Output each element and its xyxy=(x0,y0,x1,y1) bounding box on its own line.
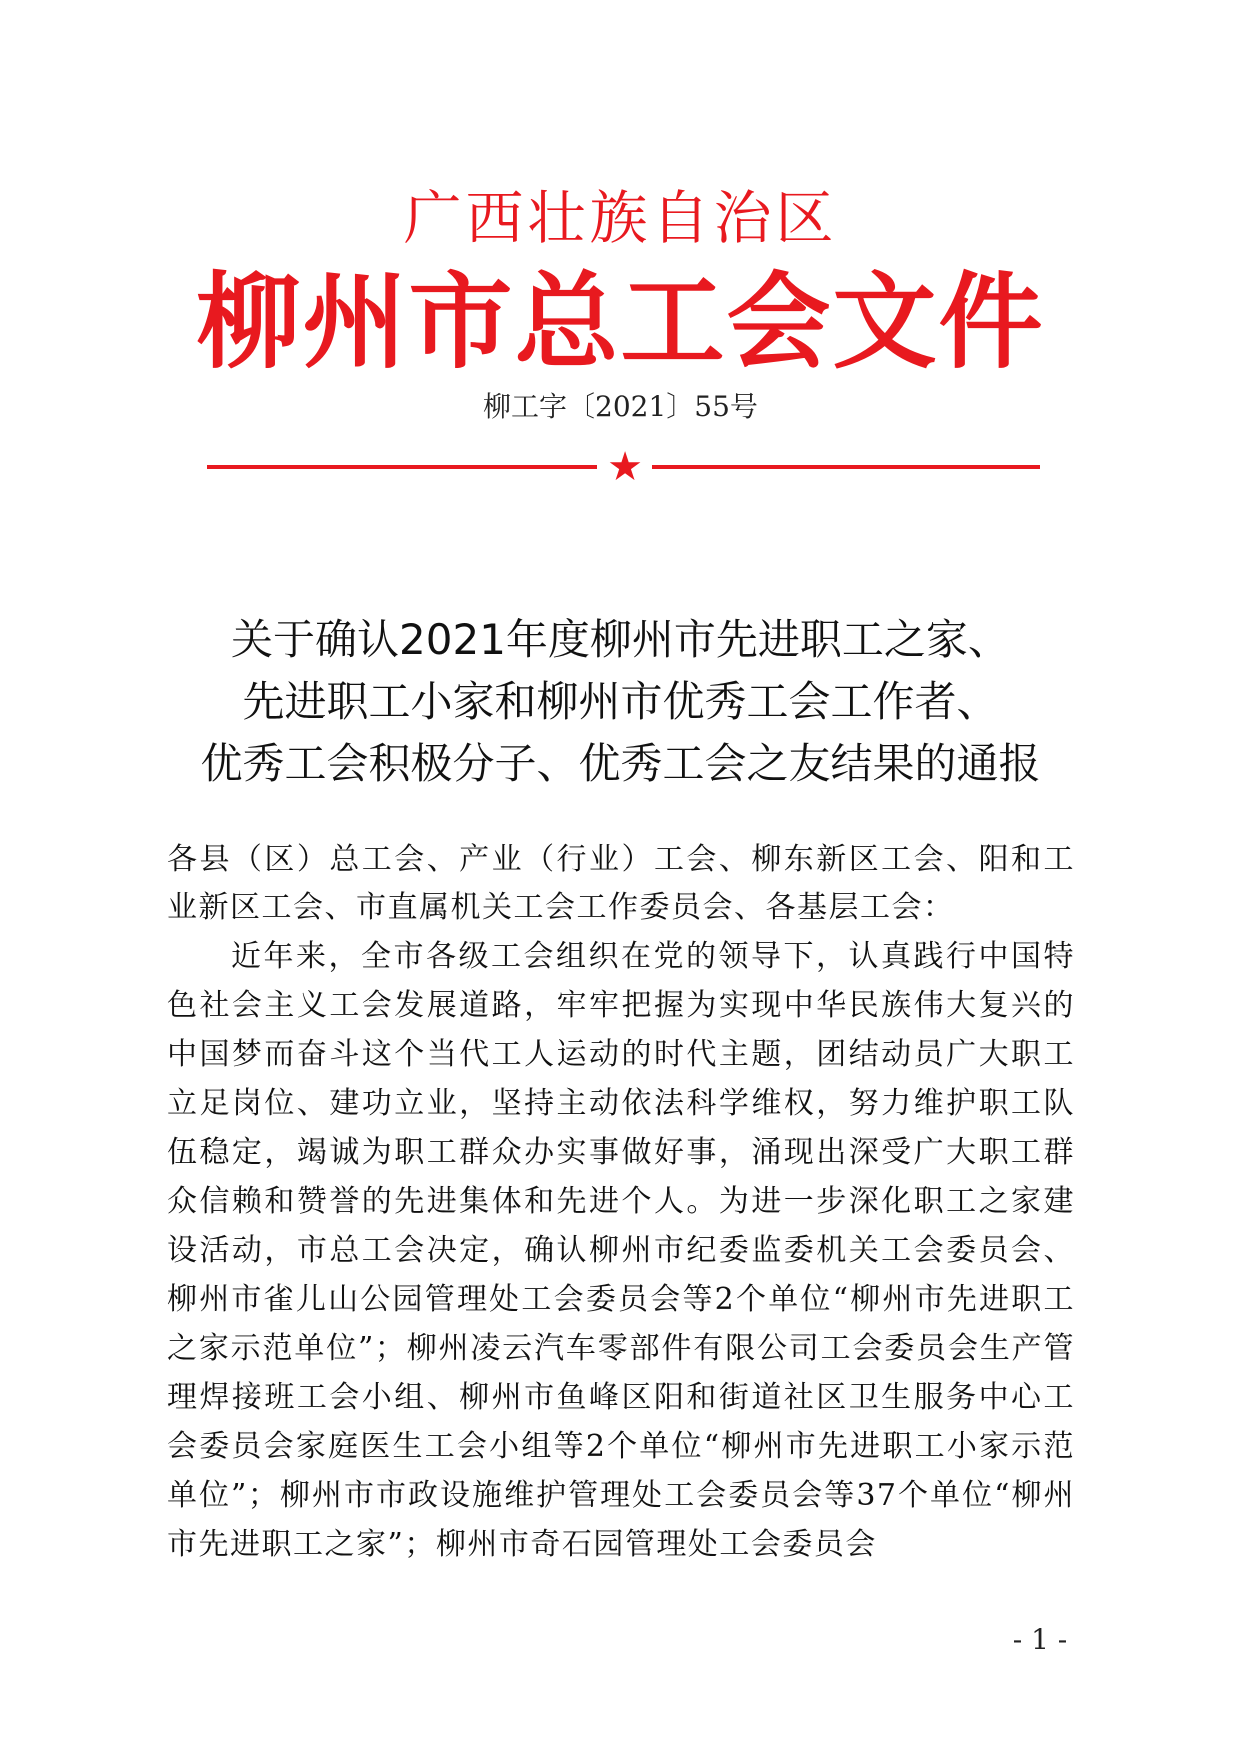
notice-title-line: 关于确认2021年度柳州市先进职工之家、 xyxy=(231,615,1010,664)
notice-title xyxy=(0,612,1241,798)
page-number: - 1 - xyxy=(1012,1623,1068,1656)
document-header-title: 柳州市总工会文件 xyxy=(196,261,1045,383)
document-number: 柳工字〔2021〕55号 xyxy=(483,390,758,423)
notice-title-line: 优秀工会积极分子、优秀工会之友结果的通报 xyxy=(200,739,1041,788)
notice-title-line: 先进职工小家和柳州市优秀工会工作者、 xyxy=(242,677,999,726)
body-paragraph: 近年来，全市各级工会组织在党的领导下，认真践行中国特色社会主义工会发展道路，牢牢把握为实现中华民族伟大复兴的中国梦而奋斗这个当代工人运动的时代主题，团结动员广大职工立足岗位、建功立业，坚持主动依法科学维权，努力维护职工队伍稳定，竭诚为职工群众办实事做好事，涌现出深受广大职工群众信赖和赞誉的先进集体和先进个人。为进一步深化职工之家建设活动，市总工会决定，确认柳州市纪委监委机关工会委员会、柳州市雀儿山公园管理处工会委员会等2个单位“柳州市先进职工之家示范单位”；柳州凌云汽车零部件有限公司工会委员会生产管理焊接班工会小组、柳州市鱼峰区阳和街道社区卫生服务中心工会委员会家庭医生工会小组等2个单位“柳州市先进职工小家示范单位”；柳州市市政设施维护管理处工会委员会等37个单位“柳州市先进职工之家”；柳州市奇石园管理处工会委员会 xyxy=(167,939,1075,1562)
recipients-paragraph: 各县（区）总工会、产业（行业）工会、柳东新区工会、阳和工业新区工会、市直属机关工会工作委员会、各基层工会： xyxy=(167,842,1075,925)
divider-line-right xyxy=(652,465,1040,469)
issuing-region: 广西壮族自治区 xyxy=(403,184,838,252)
header-divider xyxy=(207,444,1040,490)
divider-line-left xyxy=(207,465,597,469)
red-star-icon: ★ xyxy=(607,444,643,490)
